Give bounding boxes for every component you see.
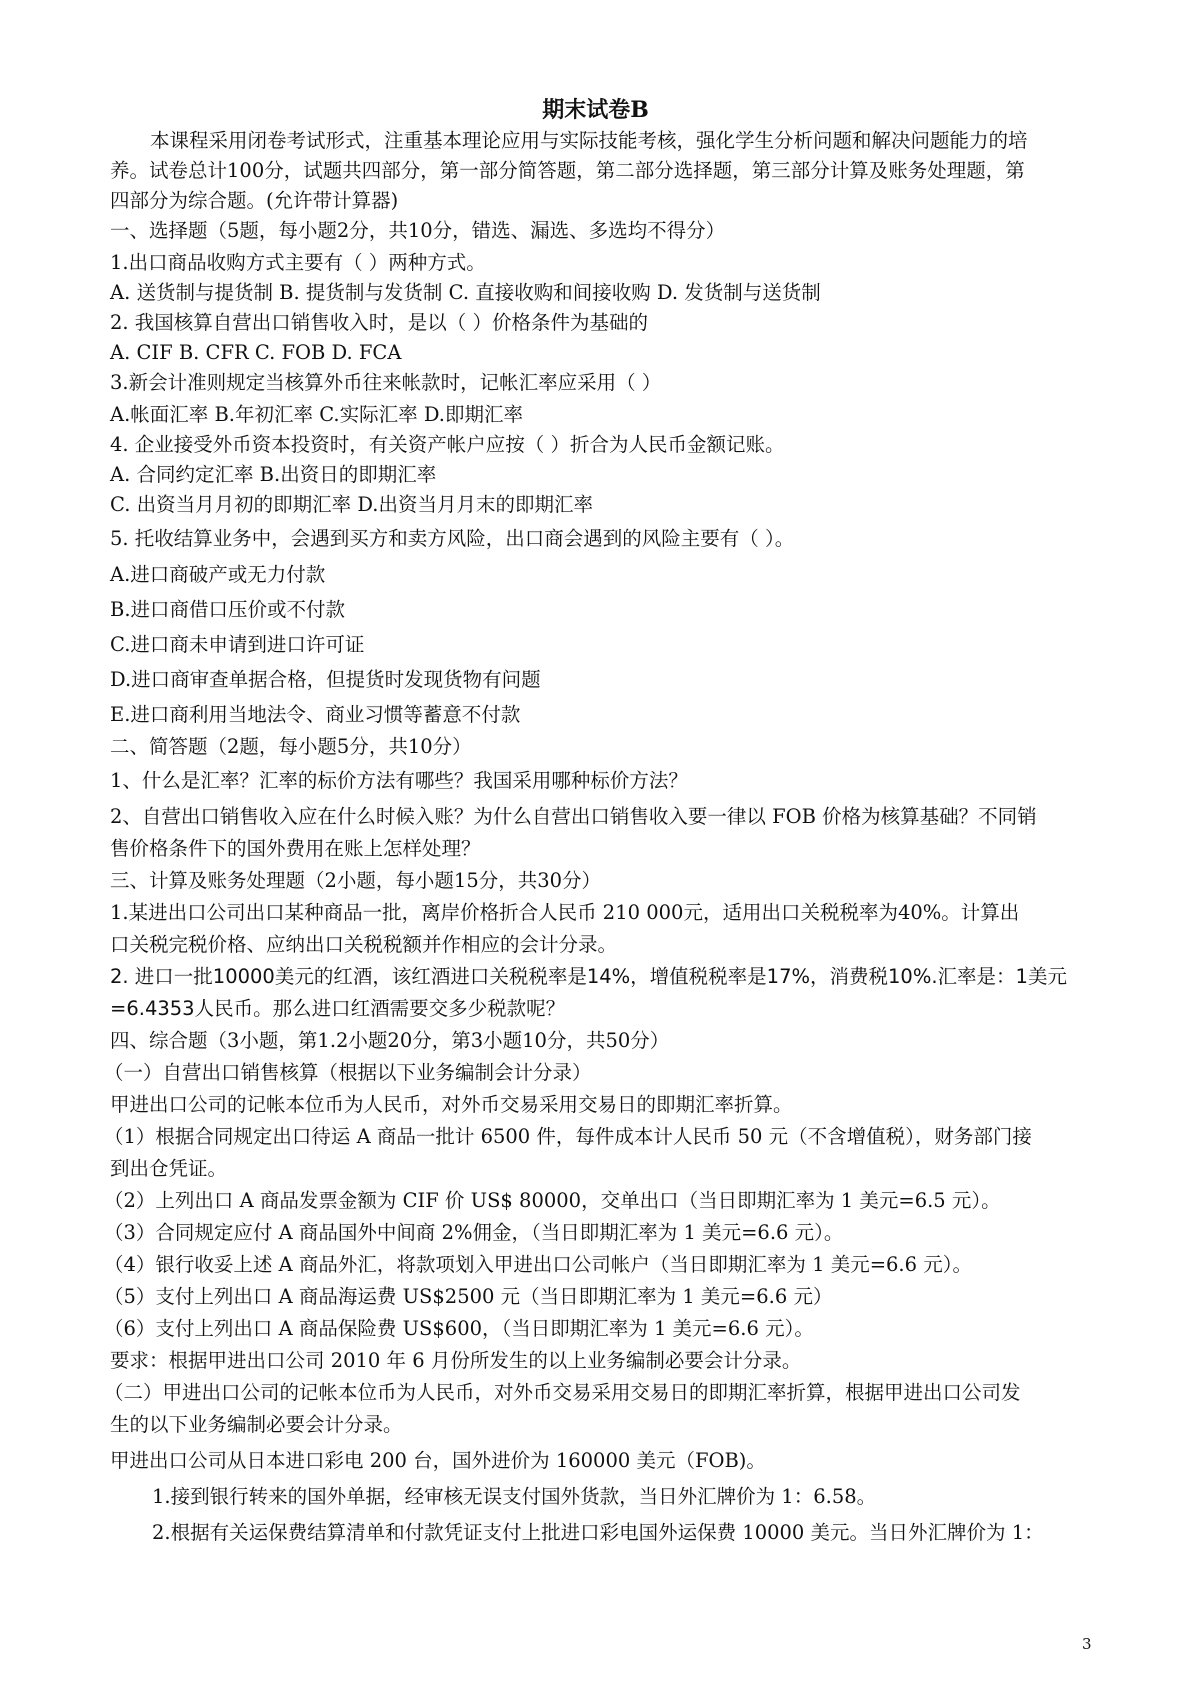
question-5-option-c: C.进口商未申请到进口许可证	[110, 633, 365, 656]
transaction-1-line-2: 到出仓凭证。	[110, 1157, 228, 1180]
calc-question-1-line-1: 1.某进出口公司出口某种商品一批，离岸价格折合人民币 210 000元，适用出口关税税率为40%。计算出	[110, 901, 1020, 924]
page-number: 3	[1082, 1635, 1092, 1653]
exam-title: 期末试卷B	[542, 97, 649, 123]
question-2: 2. 我国核算自营出口销售收入时，是以（ ）价格条件为基础的	[110, 311, 649, 334]
question-4: 4. 企业接受外币资本投资时，有关资产帐户应按（ ）折合为人民币金额记账。	[110, 433, 785, 456]
question-2-options: A. CIF B. CFR C. FOB D. FCA	[110, 341, 402, 364]
question-3: 3.新会计准则规定当核算外币往来帐款时，记帐汇率应采用（ ）	[110, 371, 662, 394]
section-heading-3: 三、计算及账务处理题（2小题，每小题15分，共30分）	[110, 869, 602, 892]
transaction-4: （4）银行收妥上述 A 商品外汇，将款项划入甲进出口公司帐户（当日即期汇率为 1 美元=6.6 元）。	[104, 1253, 972, 1276]
section-heading-2: 二、简答题（2题，每小题5分，共10分）	[110, 735, 472, 758]
comprehensive-part-2-line-2: 生的以下业务编制必要会计分录。	[110, 1413, 403, 1436]
section-heading-4: 四、综合题（3小题，第1.2小题20分，第3小题10分，共50分）	[110, 1029, 670, 1052]
intro-line-3: 四部分为综合题。(允许带计算器)	[110, 189, 399, 212]
question-5-option-a: A.进口商破产或无力付款	[110, 563, 326, 586]
transaction-6: （6）支付上列出口 A 商品保险费 US$600，（当日即期汇率为 1 美元=6.6 元）。	[104, 1317, 814, 1340]
short-answer-2-line-1: 2、自营出口销售收入应在什么时候入账？为什么自营出口销售收入要一律以 FOB 价格为核算基础？不同销	[110, 805, 1037, 828]
short-answer-1: 1、什么是汇率？汇率的标价方法有哪些？我国采用哪种标价方法？	[110, 769, 688, 792]
transaction-5: （5）支付上列出口 A 商品海运费 US$2500 元（当日即期汇率为 1 美元=6.6 元）	[104, 1285, 833, 1308]
transaction-1-line-1: （1）根据合同规定出口待运 A 商品一批计 6500 件，每件成本计人民币 50 元（不含增值税），财务部门接	[104, 1125, 1032, 1148]
comprehensive-part-1-heading: （一）自营出口销售核算（根据以下业务编制会计分录）	[104, 1061, 592, 1084]
question-5-option-b: B.进口商借口压价或不付款	[110, 598, 346, 621]
comprehensive-part-1-intro: 甲进出口公司的记帐本位币为人民币，对外币交易采用交易日的即期汇率折算。	[110, 1093, 793, 1116]
transaction-3: （3）合同规定应付 A 商品国外中间商 2%佣金，（当日即期汇率为 1 美元=6.6 元）。	[104, 1221, 844, 1244]
intro-line-1: 本课程采用闭卷考试形式，注重基本理论应用与实际技能考核，强化学生分析问题和解决问题能力的培	[150, 129, 1028, 152]
requirement: 要求：根据甲进出口公司 2010 年 6 月份所发生的以上业务编制必要会计分录。	[110, 1349, 802, 1372]
question-1-options: A. 送货制与提货制 B. 提货制与发货制 C. 直接收购和间接收购 D. 发货制与送货制	[110, 281, 821, 304]
question-5-option-d: D.进口商审查单据合格，但提货时发现货物有问题	[110, 668, 541, 691]
question-5-option-e: E.进口商利用当地法令、商业习惯等蓄意不付款	[110, 703, 521, 726]
short-answer-2-line-2: 售价格条件下的国外费用在账上怎样处理？	[110, 837, 481, 860]
transaction-2: （2）上列出口 A 商品发票金额为 CIF 价 US$ 80000，交单出口（当日即期汇率为 1 美元=6.5 元）。	[104, 1189, 1001, 1212]
question-5: 5. 托收结算业务中，会遇到买方和卖方风险，出口商会遇到的风险主要有（ ）。	[110, 527, 795, 550]
import-step-2: 2.根据有关运保费结算清单和付款凭证支付上批进口彩电国外运保费 10000 美元。当日外汇牌价为 1：	[152, 1521, 1044, 1544]
comprehensive-part-2-line-1: （二）甲进出口公司的记帐本位币为人民币，对外币交易采用交易日的即期汇率折算，根据甲进出口公司发	[104, 1381, 1021, 1404]
import-step-1: 1.接到银行转来的国外单据，经审核无误支付国外货款，当日外汇牌价为 1：6.58。	[152, 1485, 877, 1508]
calc-question-1-line-2: 口关税完税价格、应纳出口关税税额并作相应的会计分录。	[110, 933, 618, 956]
calc-question-2-line-2: =6.4353人民币。那么进口红酒需要交多少税款呢？	[110, 997, 566, 1020]
question-1: 1.出口商品收购方式主要有（ ）两种方式。	[110, 251, 486, 274]
section-heading-1: 一、选择题（5题，每小题2分，共10分，错选、漏选、多选均不得分）	[110, 219, 726, 242]
question-4-options-cd: C. 出资当月月初的即期汇率 D.出资当月月末的即期汇率	[110, 493, 593, 516]
question-3-options: A.帐面汇率 B.年初汇率 C.实际汇率 D.即期汇率	[110, 403, 523, 426]
intro-line-2: 养。试卷总计100分，试题共四部分，第一部分简答题，第二部分选择题，第三部分计算及账务处理题，第	[110, 159, 1025, 182]
import-intro: 甲进出口公司从日本进口彩电 200 台，国外进价为 160000 美元（FOB)。	[110, 1449, 766, 1472]
question-4-options-ab: A. 合同约定汇率 B.出资日的即期汇率	[110, 463, 437, 486]
calc-question-2-line-1: 2. 进口一批10000美元的红酒，该红酒进口关税税率是14%，增值税税率是17%，消费税10%.汇率是：1美元	[110, 965, 1067, 988]
